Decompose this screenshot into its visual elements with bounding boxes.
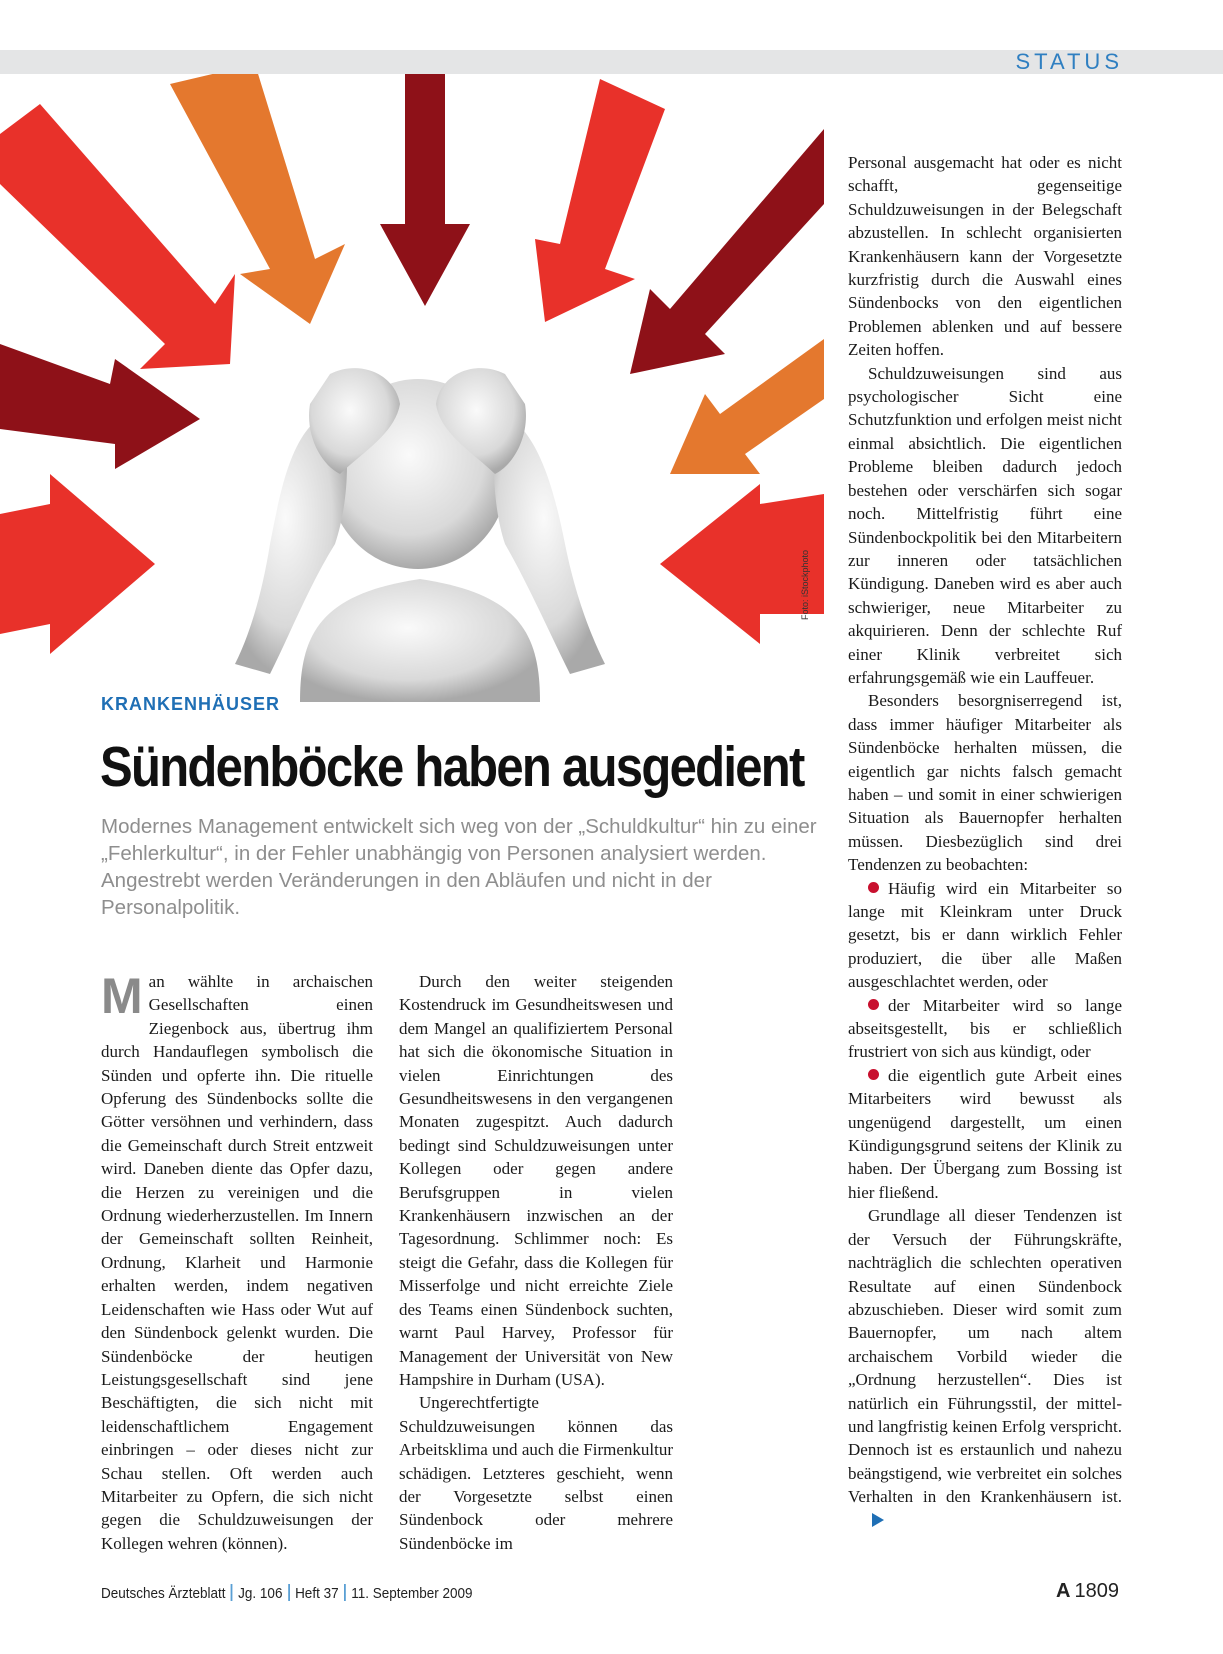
issue: Heft 37 <box>295 1585 339 1602</box>
page-number <box>1056 1580 1119 1603</box>
drop-cap: M <box>101 968 143 1024</box>
arrow-left-red <box>0 474 155 654</box>
section-label: STATUS <box>1015 49 1123 74</box>
hero-illustration <box>0 74 824 702</box>
bullet-dot-icon <box>868 999 879 1010</box>
bullet-item <box>848 877 1122 994</box>
paragraph <box>101 970 373 1555</box>
divider <box>344 1584 346 1601</box>
page-number-value: 1809 <box>1074 1580 1119 1602</box>
article-lead: Modernes Management entwickelt sich weg von der „Schuldkultur“ hin zu einer „Fehlerkultur“, in der Fehler unabhängig von Personen analysiert werden. Angestrebt werden Veränderungen in den Abläufen und nicht in der Personalpolitik. <box>101 815 817 919</box>
page-prefix: A <box>1056 1580 1071 1602</box>
paragraph: Schuldzuweisungen sind aus psychologischer Sicht eine Schutzfunktion und erfolgen meist nicht einmal absichtlich. Die eigentlichen Probleme bleiben dadurch jedoch bestehen oder verschärfen sich sogar noch. Mittelfristig führt eine Sündenbockpolitik bei den Mitarbeitern zur inneren oder tatsächlichen Kündigung. Daneben wird es aber auch schwieriger, neue Mitarbeiter zu akquirieren. Denn der schlechte Ruf einer Klinik verbreitet sich erfahrungsgemäß wie ein Lauffeuer. <box>848 363 1122 687</box>
journal-name: Deutsches Ärzteblatt <box>101 1585 226 1602</box>
bullet-item <box>848 994 1122 1064</box>
scapegoat-arrows-figure <box>0 74 824 702</box>
paragraph: Besonders besorgniserregend ist, dass immer häufiger Mitarbeiter als Sündenböcke herhalten müssen, die eigentlich gar nichts falsch gemacht haben – und somit in einer schwierigen Situation als Bauernopfer herhalten müssen. Diesbezüglich sind drei Tendenzen zu beobachten: <box>848 691 1122 875</box>
arrow-right-dark <box>630 129 824 374</box>
article-column-2 <box>399 970 673 1555</box>
bullet-dot-icon <box>868 882 879 893</box>
divider <box>231 1584 233 1601</box>
paragraph-text: Grundlage all dieser Tendenzen ist der Versuch der Führungskräfte, nachträglich die schlechten operativen Resultate auf einen Sündenbock abzuschieben. Dieser wird somit zum Bauernopfer, um nach altem archaischem Vorbild wieder die „Ordnung herzustellen“. Dies ist natürlich ein Führungsstil, der mittel- und langfristig keinen Erfolg verspricht. Dennoch ist es erstaunlich und nahezu beängstigend, wie verbreitet ein solches Verhalten in den Krankenhäusern ist. <box>848 1206 1122 1507</box>
bullet-text: der Mitarbeiter wird so lange abseitsgestellt, bis er schließlich frustriert von sich aus kündigt, oder <box>848 995 1122 1062</box>
article-column-3 <box>848 151 1122 1532</box>
divider <box>288 1584 290 1601</box>
arrow-top-center <box>380 74 470 306</box>
article-column-1 <box>101 970 373 1555</box>
bullet-item <box>848 1064 1122 1204</box>
volume: Jg. 106 <box>238 1585 283 1602</box>
article-title: Sündenböcke haben ausgedient <box>100 735 804 799</box>
bullet-text: Häufig wird ein Mitarbeiter so lange mit Kleinkram unter Druck gesetzt, bis er dann wirklich Fehler produziert, die über alle Maßen ausgeschlachtet werden, oder <box>848 878 1122 992</box>
arrow-top-right <box>535 79 665 322</box>
paragraph-text: an wählte in archaischen Gesellschaften einen Ziegenbock aus, übertrug ihm durch Handauflegen symbolisch die Sünden und opferte ihn. Die rituelle Opferung des Sündenbocks sollte die Götter versöhnen und verhindern, dass die Gemeinschaft durch Streit entzweit wird. Daneben diente das Opfer dazu, die Herzen zu vereinigen und die Ordnung wiederherzustellen. Im Innern der Gemeinschaft sollten Reinheit, Ordnung, Klarheit und Harmonie erhalten werden, indem negativen Leidenschaften wie Hass oder Wut auf den Sündenbock gelenkt wurden. Die Sündenböcke der heutigen Leistungsgesellschaft sind jene Beschäftigten, die sich nicht mit leidenschaftlichem Engagement einbringen – oder dieses nicht zur Schau stellen. Oft werden auch Mitarbeiter zu Opfern, die sich nicht gegen die Schuldzuweisungen der Kollegen wehren (können). <box>101 972 373 1553</box>
bullet-text: die eigentlich gute Arbeit eines Mitarbeiters wird bewusst als ungenügend dargestellt, um einen Kündigungsgrund seitens der Klinik zu haben. Der Übergang zum Bossing ist hier fließend. <box>848 1065 1122 1202</box>
photo-credit: Foto: iStockphoto <box>800 549 810 620</box>
continue-arrow-icon <box>872 1513 884 1527</box>
footer-citation <box>101 1584 473 1602</box>
paragraph <box>848 1204 1122 1532</box>
article-kicker: KRANKENHÄUSER <box>101 694 281 714</box>
figure-body <box>300 579 540 702</box>
issue-date: 11. September 2009 <box>351 1585 473 1602</box>
bullet-dot-icon <box>868 1069 879 1080</box>
paragraph: Durch den weiter steigenden Kostendruck im Gesundheitswesen und dem Mangel an qualifiziertem Personal hat sich die ökonomische Situation in vielen Einrichtungen des Gesundheitswesens in den vergangenen Monaten zugespitzt. Auch dadurch bedingt sind Schuldzuweisungen unter Kollegen oder gegen andere Berufsgruppen in vielen Krankenhäusern inzwischen an der Tagesordnung. Schlimmer noch: Es steigt die Gefahr, dass die Kollegen für Misserfolge und nicht erreichte Ziele des Teams einen Sündenbock suchten, warnt Paul Harvey, Professor für Management der Universität von New Hampshire in Durham (USA). <box>399 972 673 1389</box>
paragraph: Ungerechtfertigte Schuldzuweisungen können das Arbeitsklima und auch die Firmenkultur schädigen. Letzteres geschieht, wenn der Vorgesetzte selbst einen Sündenbock oder mehrere Sündenböcke im <box>399 1393 673 1553</box>
paragraph: Personal ausgemacht hat oder es nicht schafft, gegenseitige Schuldzuweisungen in der Belegschaft abzustellen. In schlecht organisierten Krankenhäusern kann der Vorgesetzte kurzfristig durch die Auswahl eines Sündenbocks von den eigentlichen Problemen ablenken und auf bessere Zeiten hoffen. <box>848 153 1122 360</box>
arrow-top-left <box>0 104 235 369</box>
